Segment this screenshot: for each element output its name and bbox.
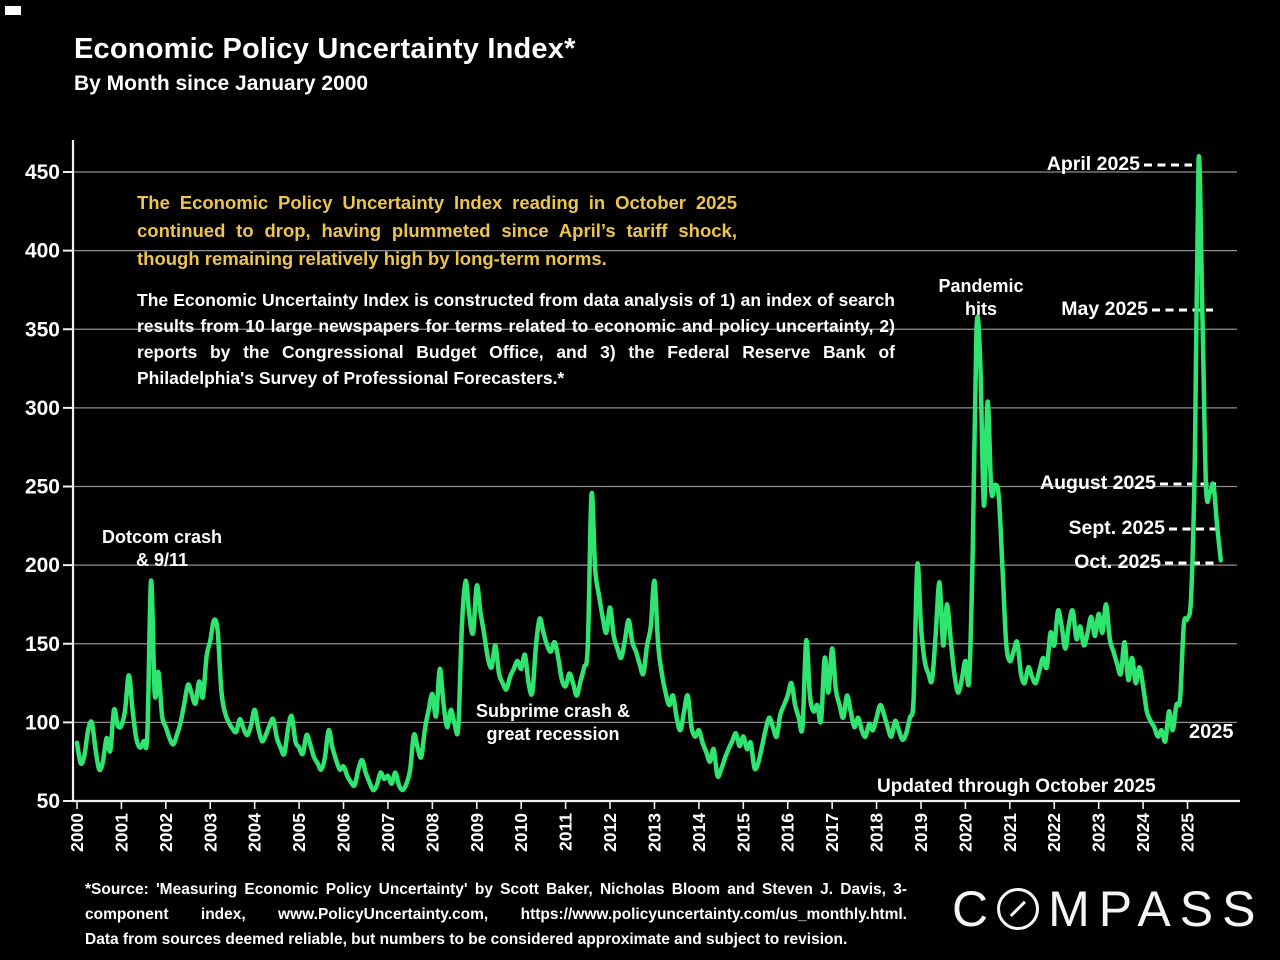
- annotation-line: Pandemic: [938, 276, 1024, 296]
- x-tick-label: 2013: [644, 813, 665, 852]
- compass-needle-icon: [997, 888, 1039, 930]
- x-tick-label: 2006: [333, 813, 354, 852]
- source-footnote-line: component index, www.PolicyUncertainty.com, https://www.policyuncertainty.com/us_monthly.html.: [85, 906, 907, 923]
- annotation-line: Subprime crash &: [475, 701, 631, 721]
- x-tick-label: 2018: [866, 813, 887, 852]
- x-tick-label: 2020: [955, 813, 976, 852]
- x-tick-label: 2000: [67, 813, 87, 852]
- x-tick-label: 2014: [688, 813, 709, 852]
- inline-year-label: 2025: [1189, 721, 1234, 743]
- x-tick-label: 2011: [555, 813, 576, 851]
- x-tick-label: 2015: [733, 813, 754, 852]
- source-footnote-line: Data from sources deemed reliable, but numbers to be considered approximate and subject to revision.: [85, 931, 848, 948]
- annotation-line: hits: [964, 299, 997, 319]
- x-tick-label: 2003: [200, 813, 221, 852]
- y-tick-label: 450: [24, 161, 60, 184]
- callout-oct-2025: Oct. 2025: [1074, 551, 1161, 573]
- y-tick-label: 200: [24, 554, 60, 578]
- x-tick-label: 2025: [1177, 813, 1198, 852]
- callout-april-2025: April 2025: [1046, 153, 1140, 175]
- page-subtitle: By Month since January 2000: [74, 72, 369, 95]
- methodology-note: The Economic Uncertainty Index is constructed from data analysis of 1) an index of search results from 10 large newspapers for terms related to economic and policy uncertainty, 2) reports by the Congressional Budget Office, and 3) the Federal Reserve Bank of Philadelphia's Survey of Professional Forecasters.*: [137, 290, 895, 388]
- x-tick-label: 2022: [1044, 813, 1065, 852]
- x-tick-label: 2019: [910, 813, 931, 852]
- x-tick-label: 2010: [511, 813, 532, 852]
- callout-sept-2025: Sept. 2025: [1068, 517, 1165, 539]
- x-tick-label: 2023: [1088, 813, 1109, 852]
- x-tick-label: 2008: [422, 813, 443, 852]
- y-tick-label: 50: [36, 790, 60, 813]
- x-tick-label: 2016: [777, 813, 798, 852]
- y-tick-label: 400: [24, 239, 60, 263]
- callout-may-2025: May 2025: [1061, 298, 1148, 320]
- annotation-pandemic-hits: [908, 275, 1054, 321]
- annotation-line: & 9/11: [135, 550, 189, 570]
- y-tick-label: 350: [24, 318, 60, 342]
- y-tick-label: 100: [24, 711, 60, 735]
- compass-logo-text: MPASS: [1048, 881, 1265, 937]
- x-tick-label: 2005: [289, 813, 310, 852]
- callout-august-2025: August 2025: [1040, 472, 1156, 494]
- annotation-line: Dotcom crash: [101, 527, 223, 547]
- compass-logo: [952, 881, 1265, 937]
- x-tick-label: 2021: [999, 813, 1020, 852]
- y-tick-label: 150: [24, 632, 60, 656]
- annotation-dotcom-crash: [84, 526, 240, 572]
- source-footnote: [85, 877, 907, 952]
- x-tick-label: 2002: [155, 813, 176, 852]
- x-tick-label: 2017: [822, 813, 843, 852]
- source-footnote-line: *Source: 'Measuring Economic Policy Uncertainty' by Scott Baker, Nicholas Bloom and Steven J. Davis, 3-: [85, 881, 907, 898]
- x-tick-label: 2012: [600, 813, 621, 852]
- highlight-note: The Economic Policy Uncertainty Index reading in October 2025 continued to drop, having plummeted since April’s tariff shock, though remaining relatively high by long-term norms.: [137, 192, 737, 269]
- x-tick-label: 2004: [244, 813, 265, 852]
- compass-logo-text: C: [952, 881, 998, 937]
- x-tick-label: 2009: [466, 813, 487, 852]
- x-tick-label: 2007: [377, 813, 398, 852]
- x-tick-label: 2024: [1133, 813, 1154, 852]
- x-tick-label: 2001: [111, 813, 132, 852]
- page-title: Economic Policy Uncertainty Index*: [74, 33, 576, 65]
- updated-through-note: Updated through October 2025: [877, 776, 1156, 797]
- y-tick-label: 300: [24, 396, 60, 420]
- annotation-line: great recession: [486, 724, 620, 744]
- annotation-subprime-crash: [458, 700, 648, 746]
- y-tick-label: 250: [24, 475, 60, 499]
